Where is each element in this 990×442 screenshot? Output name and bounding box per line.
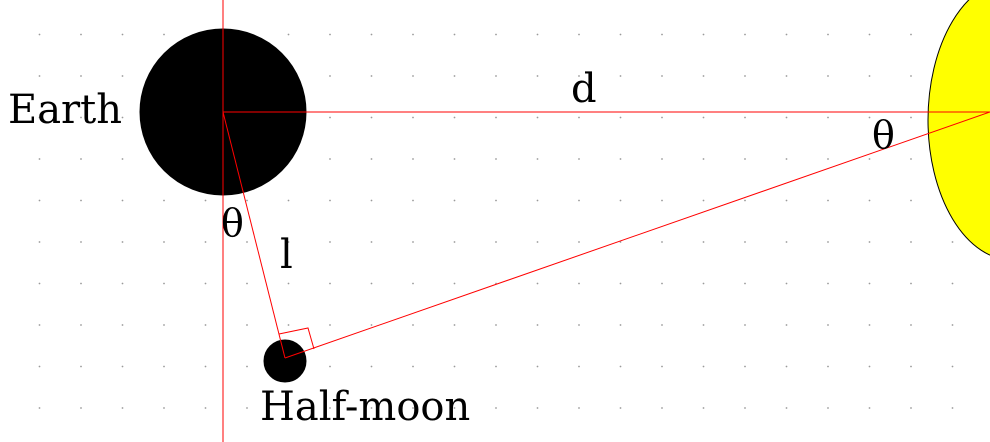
earth-label: Earth (8, 87, 123, 133)
half-moon (264, 340, 306, 382)
angle-theta-sun-label: θ (872, 113, 895, 157)
distance-d-label: d (571, 66, 597, 112)
distance-l-label: l (280, 232, 293, 278)
angle-theta-earth-label: θ (221, 201, 244, 245)
half-moon-label: Half-moon (260, 384, 471, 430)
